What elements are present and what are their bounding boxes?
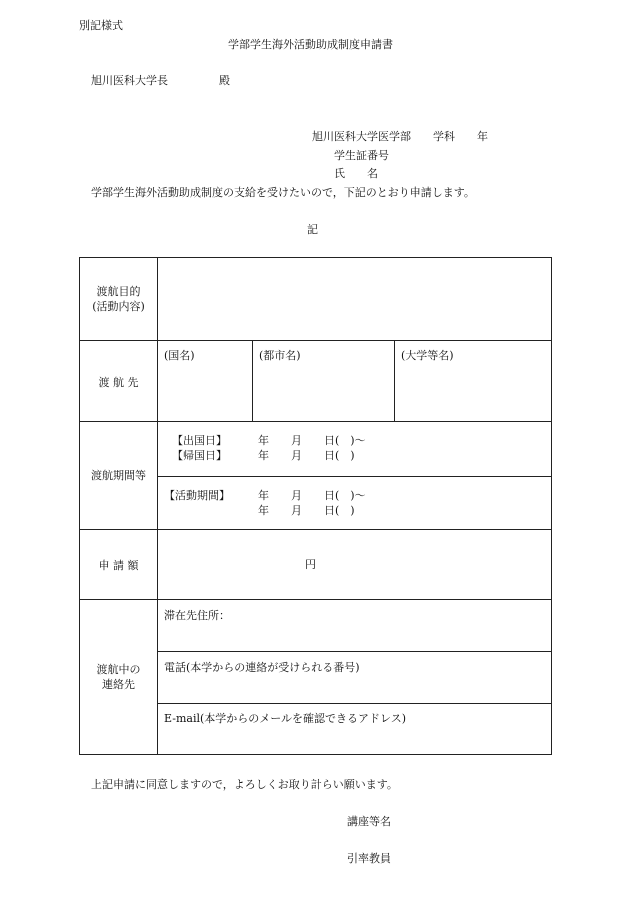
destination-label: 渡 航 先 bbox=[98, 376, 139, 389]
ki-heading: 記 bbox=[307, 223, 318, 236]
consent-text: 上記申請に同意しますので，よろしくお取り計らい願います。 bbox=[91, 778, 398, 791]
contact-label: 渡航中の 連絡先 bbox=[96, 663, 141, 691]
contact-sub-divider bbox=[157, 651, 551, 652]
departure-label: 【出国日】 bbox=[172, 434, 227, 447]
application-table bbox=[79, 257, 552, 755]
contact-sub-divider bbox=[157, 703, 551, 704]
name-label: 氏 名 bbox=[334, 167, 378, 180]
university-label: (大学等名) bbox=[401, 349, 454, 362]
activity-start-date: 年 月 日( )～ bbox=[258, 489, 366, 502]
student-id-label: 学生証番号 bbox=[334, 149, 389, 162]
destination-divider bbox=[394, 340, 395, 421]
return-label: 【帰国日】 bbox=[172, 449, 227, 462]
row-divider bbox=[80, 599, 551, 600]
amount-label: 申 請 額 bbox=[98, 559, 139, 572]
purpose-field[interactable] bbox=[158, 259, 551, 339]
country-label: (国名) bbox=[164, 349, 195, 362]
honorific: 殿 bbox=[219, 74, 230, 87]
row-divider bbox=[80, 421, 551, 422]
destination-divider bbox=[252, 340, 253, 421]
department-label: 講座等名 bbox=[347, 815, 391, 828]
address-label: 滞在先住所： bbox=[164, 609, 230, 622]
activity-end-date: 年 月 日( ) bbox=[258, 504, 355, 517]
yen-unit: 円 bbox=[305, 558, 316, 571]
addressee: 旭川医科大学長 bbox=[91, 74, 168, 87]
return-date: 年 月 日( ) bbox=[258, 449, 355, 462]
intro-text: 学部学生海外活動助成制度の支給を受けたいので，下記のとおり申請します。 bbox=[91, 186, 475, 199]
period-label: 渡航期間等 bbox=[91, 469, 146, 482]
applicant-affiliation: 旭川医科大学医学部 学科 年 bbox=[312, 130, 488, 143]
form-name: 別記様式 bbox=[79, 19, 123, 32]
supervisor-label: 引率教員 bbox=[347, 852, 391, 865]
purpose-label: 渡航目的 (活動内容) bbox=[92, 285, 145, 313]
phone-label: 電話(本学からの連絡が受けられる番号) bbox=[164, 661, 360, 674]
activity-period-label: 【活動期間】 bbox=[164, 489, 230, 502]
email-label: E-mail(本学からのメールを確認できるアドレス) bbox=[164, 712, 407, 725]
period-sub-divider bbox=[157, 476, 551, 477]
document-title: 学部学生海外活動助成制度申請書 bbox=[228, 38, 393, 51]
row-divider bbox=[80, 529, 551, 530]
city-label: (都市名) bbox=[259, 349, 301, 362]
row-divider bbox=[80, 340, 551, 341]
departure-date: 年 月 日( )～ bbox=[258, 434, 366, 447]
